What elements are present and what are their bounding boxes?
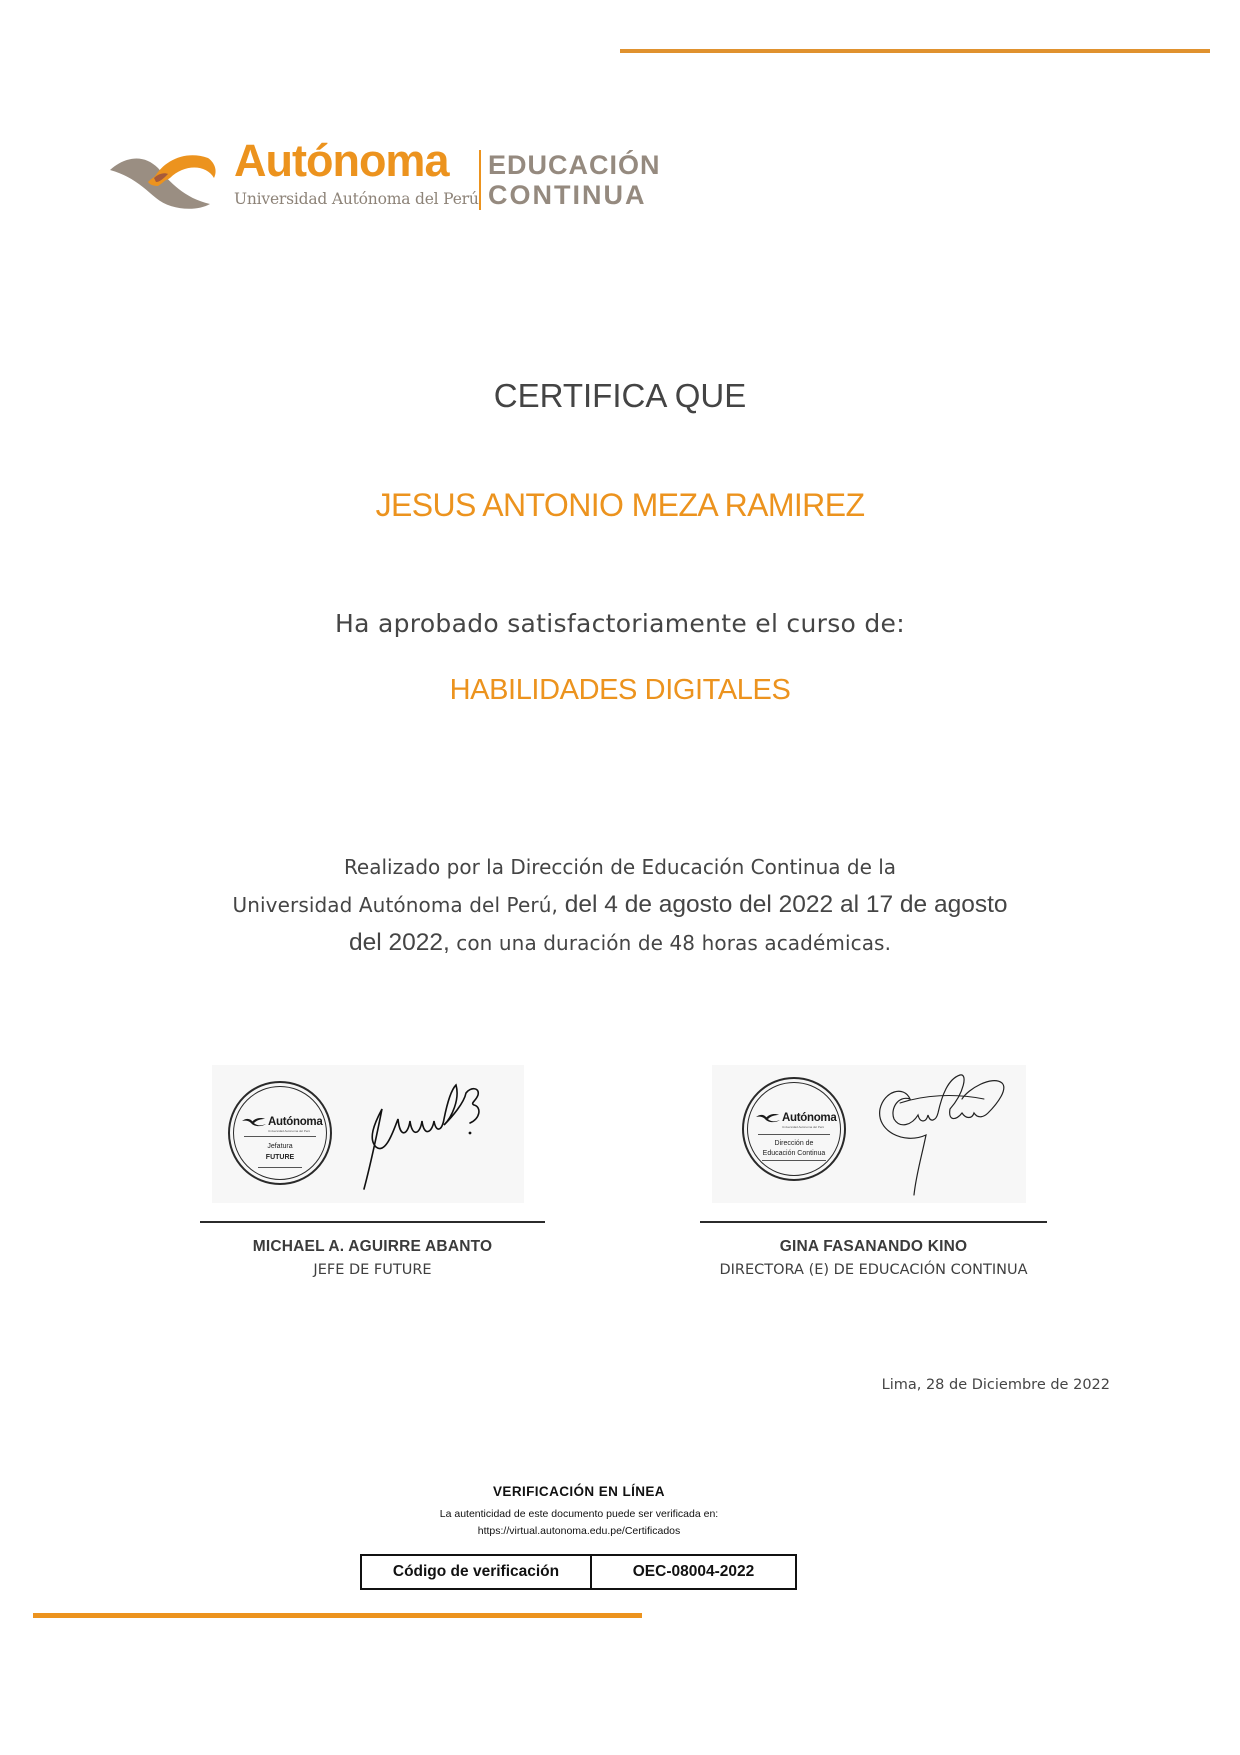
logo-brand-subtitle: Universidad Autónoma del Perú	[234, 190, 479, 208]
logo-unit-line1: EDUCACIÓN	[488, 150, 661, 180]
handwritten-signature-left	[352, 1069, 502, 1199]
stamp-brand: Autónoma	[782, 1112, 837, 1124]
stamp-line-2: FUTURE	[265, 1154, 295, 1161]
logo-divider	[479, 150, 481, 210]
signature-image-left	[212, 1065, 524, 1203]
stamp-bird-icon	[756, 1113, 780, 1123]
verification-code-value: OEC-08004-2022	[632, 1563, 755, 1580]
details-line-3	[0, 924, 1240, 962]
top-accent-rule	[620, 49, 1210, 53]
signer-title-right: DIRECTORA (E) DE EDUCACIÓN CONTINUA	[719, 1262, 1028, 1278]
stamp-subtitle: Universidad Autónoma del Perú	[782, 1125, 825, 1129]
handwritten-signature-right	[864, 1065, 1014, 1200]
verification-description: La autenticidad de este documento puede ser verificada en:	[439, 1508, 719, 1520]
issue-place-date: Lima, 28 de Diciembre de 2022	[881, 1377, 1110, 1393]
course-details-paragraph	[0, 848, 1240, 962]
details-duration: con una duración de 48 horas académicas.	[449, 931, 892, 955]
stamp-rule	[758, 1134, 830, 1135]
details-line-1: Realizado por la Dirección de Educación Continua de la	[343, 855, 897, 879]
stamp-line-1: Dirección de	[774, 1140, 814, 1147]
stamp-subtitle: Universidad Autónoma del Perú	[268, 1129, 311, 1133]
details-institution: Universidad Autónoma del Perú,	[232, 893, 558, 917]
details-year: del 2022,	[348, 929, 450, 956]
verification-code-table	[360, 1554, 797, 1590]
stamp-rule-bottom	[258, 1167, 302, 1168]
signer-title-left: JEFE DE FUTURE	[313, 1262, 432, 1278]
stamp-rule-bottom	[762, 1160, 826, 1161]
signer-name-left: MICHAEL A. AGUIRRE ABANTO	[252, 1238, 493, 1255]
official-stamp-left	[228, 1081, 332, 1185]
stamp-brand: Autónoma	[268, 1116, 323, 1128]
stamp-bird-icon	[242, 1117, 266, 1127]
signature-image-right	[712, 1065, 1026, 1203]
verification-url[interactable]: https://virtual.autonoma.edu.pe/Certificados	[477, 1525, 681, 1537]
institution-logo	[110, 135, 661, 214]
details-line-2	[0, 886, 1240, 924]
certificate-heading: CERTIFICA QUE	[493, 377, 747, 414]
autonoma-bird-logo-icon	[110, 148, 220, 212]
signature-line-right	[700, 1221, 1047, 1223]
bottom-accent-rule	[33, 1613, 642, 1618]
recipient-name: JESUS ANTONIO MEZA RAMIREZ	[375, 487, 865, 523]
verification-title: VERIFICACIÓN EN LÍNEA	[493, 1484, 665, 1499]
logo-brand-name: Autónoma	[234, 135, 449, 186]
logo-unit-line2: CONTINUA	[488, 180, 647, 210]
course-name: HABILIDADES DIGITALES	[449, 674, 791, 706]
signature-line-left	[200, 1221, 545, 1223]
verification-code-label: Código de verificación	[362, 1556, 592, 1588]
approval-statement: Ha aprobado satisfactoriamente el curso de:	[335, 609, 905, 638]
stamp-line-1: Jefatura	[267, 1143, 293, 1150]
signer-name-right: GINA FASANANDO KINO	[779, 1238, 968, 1255]
stamp-line-2: Educación Continua	[762, 1150, 826, 1157]
official-stamp-right	[742, 1077, 846, 1181]
stamp-rule	[244, 1136, 316, 1137]
details-date-range: del 4 de agosto del 2022 al 17 de agosto	[557, 891, 1008, 918]
